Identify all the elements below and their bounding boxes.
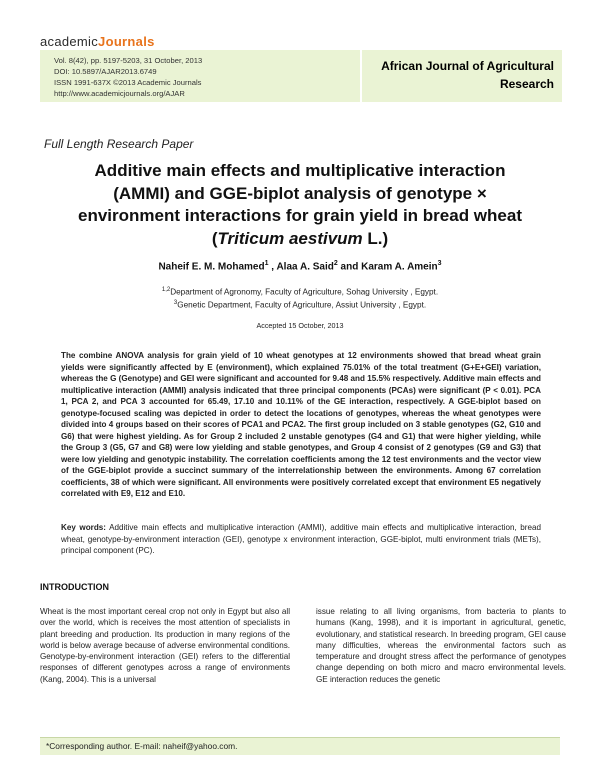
title-line2: (AMMI) and GGE-biplot analysis of genotype × (113, 183, 487, 203)
logo-text-academic: academic (40, 34, 99, 49)
logo-text-journals: Journals (98, 34, 155, 49)
meta-doi: DOI: 10.5897/AJAR2013.6749 (54, 67, 157, 76)
title-line3: environment interactions for grain yield in bread wheat (78, 206, 522, 225)
journal-name-line1: African Journal of Agricultural (381, 59, 554, 73)
footnote-box (40, 738, 560, 755)
title-line1: Additive main effects and multiplicative interaction (94, 161, 506, 180)
meta-volume: Vol. 8(42), pp. 5197-5203, 31 October, 2013 (54, 56, 203, 65)
affiliation-1: $^{1,2}$Department of Agronomy, Faculty of Agriculture, Sohag University , Egypt. (161, 287, 439, 297)
accepted-date: Accepted 15 October, 2013 (256, 321, 344, 330)
intro-column-right: issue relating to all living organisms, from bacteria to plants to humans (Kang, 1998), and it is important in agricultural, genetic, evolutionary, and statistical research. In breeding program, GEI cause many difficulties, whereas the environmental factors such as temperature and drought stress affect the performance of genotypes change depending on both micro and macro environmental levels. GE interaction reduces the genetic (316, 607, 566, 684)
intro-column-left: Wheat is the most important cereal crop not only in Egypt but also all over the world, which is receives the most attention of specialists in plant breeding and production. Its production in many regions of the world is below average because of adverse environmental conditions. Genotype-by-environment interaction (GEI) refers to the differential responses of different genotypes across a range of environments (Kang, 2004). This is a universal (40, 607, 290, 684)
paper-title (40, 160, 560, 250)
author-2: Alaa A. Said (276, 261, 334, 273)
keywords (61, 522, 541, 557)
keywords-text: Additive main effects and multiplicative interaction (AMMI), additive main effects and multiplicative interaction, bread wheat, genotype-by-environment interaction (GEI), genotype x environment interaction, GGE-biplot, multi environment trials (METs), principal component (PC). (61, 523, 541, 555)
meta-issn: ISSN 1991-637X ©2013 Academic Journals (54, 78, 202, 87)
keywords-label: Key words: (61, 523, 106, 532)
article-type: Full Length Research Paper (44, 137, 194, 151)
corresponding-author-footnote[interactable]: *Corresponding author. E-mail: naheif@yahoo.com. (46, 741, 238, 751)
journal-name-line2: Research (499, 77, 554, 91)
journal-logo (40, 34, 155, 49)
journal-name (364, 57, 554, 93)
title-line4: (Triticum aestivum L.) (211, 228, 389, 248)
affiliations (40, 285, 560, 310)
author-1: Naheif E. M. Mohamed (158, 261, 265, 273)
publication-meta-box (40, 50, 360, 102)
author-list: Naheif E. M. Mohamed$^1$ , Alaa A. Said$^2$ and Karam A. Amein$^3$ (158, 260, 442, 273)
journal-name-box (362, 50, 562, 102)
section-heading-introduction: INTRODUCTION (40, 582, 109, 592)
abstract: The combine ANOVA analysis for grain yield of 10 wheat genotypes at 12 environments showed that bread wheat grain yields were significantly affected by E (environment), which explained 75.01% of the total treatment (G+E+GEI) variation, whereas the G (Genotype) and GEI were significant and accounted for 9.48 and 15.5% respectively. Additive main effects and multiplicative interaction (AMMI) analysis indicated that three principal components (PCAs) were significant (P < 0.01). PCA 1, PCA 2, and PCA 3 accounted for 65.49, 17.10 and 10.11% of the GE interaction, respectively. A GGE-biplot based on genotype-focused scaling was depicted in order to detect the locations of genotypes, whereas the wheat genotypes were divided into 4 groups based on their scores of PCA1 and PCA2. The first group included on 3 stable genotypes (G2, G10 and G6) that were highest yielding. As for Group 2 included 2 unstable genotypes (G4 and G1) that were higher yielding, while the Group 3 (G5, G7 and G8) were low yielding and stable genotypes, and Group 4 consist of 2 genotypes (G9 and G3) that were low yielding and genotypic instability. The correlation coefficients among the 12 test environments and the vector view of the GGE-biplot provide a succinct summary of the interrelationship between the environments. Among 67 correlation coefficients, 38 of which were significant. All environments were positively correlated except that environment E5 negatively correlated with E9, E12 and E10. (61, 351, 541, 498)
meta-url[interactable]: http://www.academicjournals.org/AJAR (54, 89, 185, 98)
species-name: Triticum aestivum (217, 228, 363, 248)
affiliation-2: $^3$Genetic Department, Faculty of Agriculture, Assiut University , Egypt. (173, 299, 427, 310)
author-3: Karam A. Amein (361, 261, 438, 273)
